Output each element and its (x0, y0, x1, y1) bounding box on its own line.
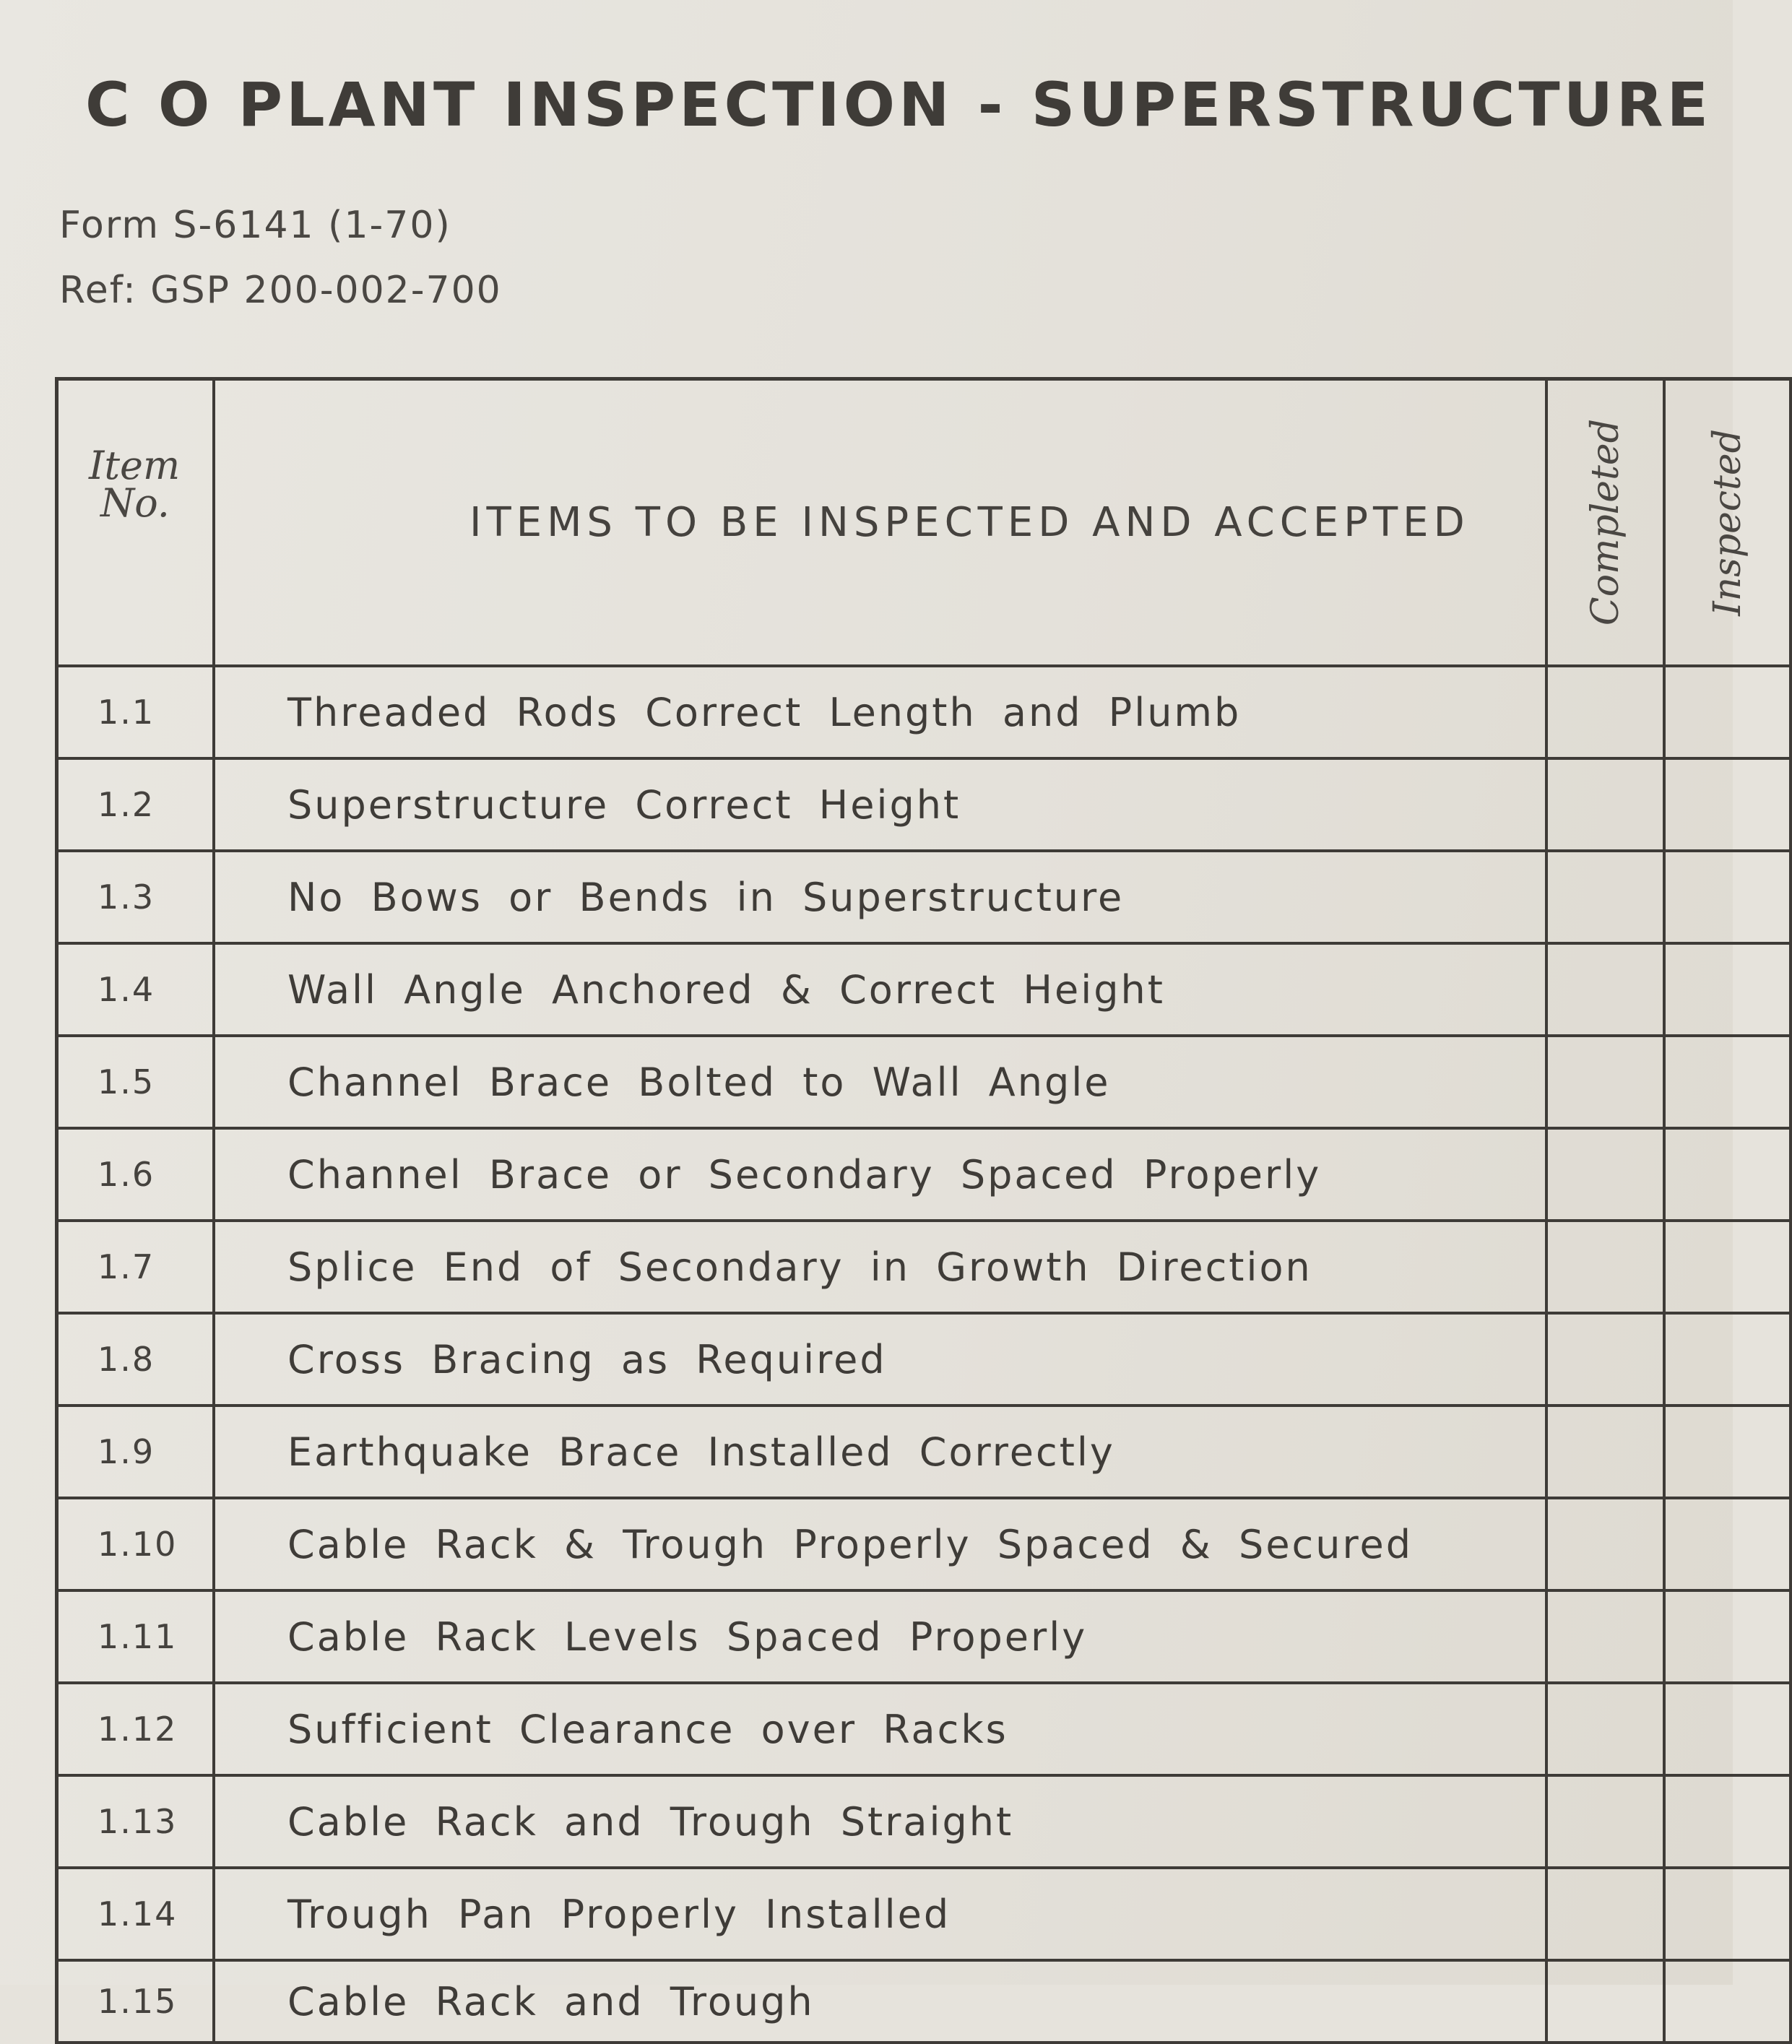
completed-checkbox[interactable] (1548, 1499, 1666, 1589)
completed-checkbox[interactable] (1548, 667, 1666, 757)
inspected-header (1666, 381, 1792, 664)
table-row (59, 1037, 1792, 1130)
item-description: Superstructure Correct Height (215, 760, 1548, 849)
inspected-checkbox[interactable] (1666, 1592, 1792, 1681)
item-description: Wall Angle Anchored & Correct Height (215, 945, 1548, 1034)
completed-checkbox[interactable] (1548, 852, 1666, 942)
item-number: 1.4 (59, 945, 215, 1034)
item-number: 1.6 (59, 1130, 215, 1219)
inspected-checkbox[interactable] (1666, 1407, 1792, 1497)
inspected-header-label: Inspected (1705, 429, 1749, 616)
completed-checkbox[interactable] (1548, 1869, 1666, 1959)
item-number: 1.2 (59, 760, 215, 849)
table-header-row (59, 381, 1792, 667)
completed-checkbox[interactable] (1548, 1315, 1666, 1404)
inspected-checkbox[interactable] (1666, 1037, 1792, 1127)
completed-header-label: Completed (1583, 419, 1627, 626)
form-title: C O PLANT INSPECTION - SUPERSTRUCTURE (85, 69, 1712, 140)
table-row (59, 1962, 1792, 2044)
item-description: Cable Rack and Trough Straight (215, 1777, 1548, 1866)
item-number: 1.8 (59, 1315, 215, 1404)
table-row (59, 1869, 1792, 1962)
completed-checkbox[interactable] (1548, 1407, 1666, 1497)
inspected-checkbox[interactable] (1666, 1684, 1792, 1774)
item-number: 1.5 (59, 1037, 215, 1127)
table-row (59, 1315, 1792, 1407)
item-number: 1.14 (59, 1869, 215, 1959)
item-no-header-line1: Item (89, 443, 181, 488)
completed-header (1548, 381, 1666, 664)
inspected-checkbox[interactable] (1666, 1315, 1792, 1404)
inspected-checkbox[interactable] (1666, 667, 1792, 757)
item-number: 1.11 (59, 1592, 215, 1681)
table-row (59, 760, 1792, 852)
item-description: Cable Rack & Trough Properly Spaced & Secured (215, 1499, 1548, 1589)
inspected-checkbox[interactable] (1666, 1777, 1792, 1866)
completed-checkbox[interactable] (1548, 1222, 1666, 1312)
item-description: Threaded Rods Correct Length and Plumb (215, 667, 1548, 757)
item-number: 1.3 (59, 852, 215, 942)
table-row (59, 1407, 1792, 1499)
item-description: Cable Rack and Trough (215, 1962, 1548, 2041)
completed-checkbox[interactable] (1548, 945, 1666, 1034)
item-number: 1.9 (59, 1407, 215, 1497)
completed-checkbox[interactable] (1548, 1037, 1666, 1127)
item-no-header-line2: No. (100, 480, 170, 526)
item-description: No Bows or Bends in Superstructure (215, 852, 1548, 942)
table-row (59, 945, 1792, 1037)
inspected-checkbox[interactable] (1666, 1130, 1792, 1219)
item-number: 1.1 (59, 667, 215, 757)
inspected-checkbox[interactable] (1666, 1499, 1792, 1589)
inspected-checkbox[interactable] (1666, 1222, 1792, 1312)
completed-checkbox[interactable] (1548, 1684, 1666, 1774)
table-row (59, 1777, 1792, 1869)
inspected-checkbox[interactable] (1666, 945, 1792, 1034)
table-row (59, 1592, 1792, 1684)
inspected-checkbox[interactable] (1666, 1869, 1792, 1959)
items-header: ITEMS TO BE INSPECTED AND ACCEPTED (215, 381, 1548, 664)
item-number: 1.12 (59, 1684, 215, 1774)
item-no-header (59, 381, 215, 664)
table-row (59, 1222, 1792, 1315)
item-description: Cross Bracing as Required (215, 1315, 1548, 1404)
item-number: 1.15 (59, 1962, 215, 2041)
completed-checkbox[interactable] (1548, 1962, 1666, 2041)
item-description: Earthquake Brace Installed Correctly (215, 1407, 1548, 1497)
inspected-checkbox[interactable] (1666, 760, 1792, 849)
table-row (59, 1499, 1792, 1592)
completed-checkbox[interactable] (1548, 760, 1666, 849)
table-row (59, 1684, 1792, 1777)
inspected-checkbox[interactable] (1666, 852, 1792, 942)
item-description: Trough Pan Properly Installed (215, 1869, 1548, 1959)
table-row (59, 1130, 1792, 1222)
inspection-table (55, 377, 1792, 2044)
item-number: 1.10 (59, 1499, 215, 1589)
form-reference: Ref: GSP 200-002-700 (59, 269, 502, 312)
item-number: 1.7 (59, 1222, 215, 1312)
item-description: Sufficient Clearance over Racks (215, 1684, 1548, 1774)
completed-checkbox[interactable] (1548, 1777, 1666, 1866)
inspected-checkbox[interactable] (1666, 1962, 1792, 2041)
item-description: Channel Brace or Secondary Spaced Properly (215, 1130, 1548, 1219)
completed-checkbox[interactable] (1548, 1130, 1666, 1219)
item-description: Cable Rack Levels Spaced Properly (215, 1592, 1548, 1681)
form-number: Form S-6141 (1-70) (59, 204, 451, 247)
item-description: Channel Brace Bolted to Wall Angle (215, 1037, 1548, 1127)
item-number: 1.13 (59, 1777, 215, 1866)
completed-checkbox[interactable] (1548, 1592, 1666, 1681)
item-description: Splice End of Secondary in Growth Direction (215, 1222, 1548, 1312)
table-row (59, 667, 1792, 760)
table-row (59, 852, 1792, 945)
